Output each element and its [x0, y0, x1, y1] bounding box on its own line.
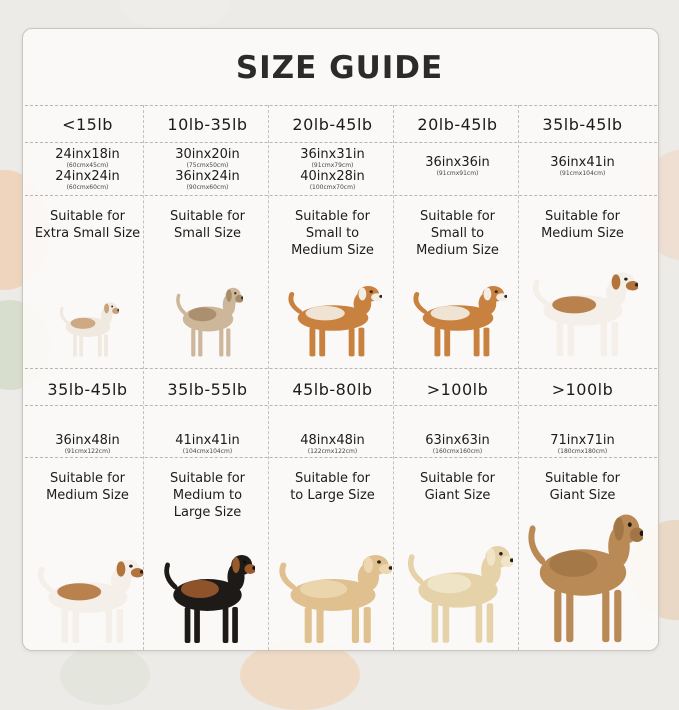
- french-bulldog-dog-image: [173, 280, 243, 358]
- size-inches: 30inx20in: [175, 147, 240, 162]
- size-centimeters: (100cmx70cm): [309, 184, 356, 191]
- suitability-line: Small to: [305, 226, 360, 241]
- dimensions-block: [270, 433, 395, 455]
- page-title: SIZE GUIDE: [235, 50, 444, 86]
- size-centimeters: (60cmx60cm): [66, 184, 109, 191]
- suitability-text: [145, 208, 270, 242]
- size-inches: 24inx24in: [55, 169, 120, 184]
- suitability-line: Small Size: [174, 226, 241, 241]
- weight-range-label: 35lb-55lb: [167, 380, 248, 399]
- weight-range-label: 10lb-35lb: [167, 115, 248, 134]
- dimensions-block: [520, 155, 645, 177]
- weight-range-label: >100lb: [426, 380, 489, 399]
- size-inches: 48inx48in: [300, 433, 365, 448]
- beagle-dog-image: [33, 550, 143, 645]
- suitability-text: [270, 470, 395, 504]
- size-inches: 41inx41in: [175, 433, 240, 448]
- suitability-text: [395, 208, 520, 259]
- background-pumpkin: [120, 0, 230, 30]
- suitability-line: Suitable for: [294, 209, 371, 224]
- golden-retriever-dog: [403, 535, 513, 649]
- corgi-dog: [284, 278, 382, 362]
- beagle-dog-image: [528, 263, 638, 358]
- suitability-text: [520, 470, 645, 504]
- suitability-line: Medium Size: [46, 488, 129, 503]
- size-centimeters: (91cmx79cm): [311, 162, 354, 169]
- suitability-line: Medium Size: [416, 243, 499, 258]
- great-dane-dog: [523, 500, 643, 649]
- size-centimeters: (122cmx122cm): [307, 448, 358, 455]
- size-inches: 24inx18in: [55, 147, 120, 162]
- weight-range-label: 20lb-45lb: [417, 115, 498, 134]
- suitability-line: Extra Small Size: [34, 226, 141, 241]
- suitability-line: Suitable for: [544, 471, 621, 486]
- suitability-text: [145, 470, 270, 521]
- size-centimeters: (60cmx45cm): [66, 162, 109, 169]
- dimensions-block: [520, 433, 645, 455]
- suitability-text: [25, 208, 150, 242]
- beagle-dog: [528, 263, 638, 362]
- corgi-dog-image: [409, 278, 507, 358]
- size-centimeters: (91cmx122cm): [64, 448, 111, 455]
- suitability-text: [25, 470, 150, 504]
- dimensions-block: [25, 147, 150, 191]
- suitability-line: Medium Size: [541, 226, 624, 241]
- suitability-line: Medium Size: [291, 243, 374, 258]
- great-dane-dog-image: [523, 500, 643, 645]
- grid-divider: [25, 105, 657, 106]
- dimensions-block: [145, 147, 270, 191]
- grid-divider: [25, 142, 657, 143]
- size-centimeters: (90cmx60cm): [186, 184, 229, 191]
- weight-range-label: <15lb: [62, 115, 113, 134]
- suitability-line: Suitable for: [49, 209, 126, 224]
- grid-divider: [25, 457, 657, 458]
- suitability-line: Giant Size: [549, 488, 616, 503]
- size-inches: 36inx36in: [425, 155, 490, 170]
- suitability-line: Giant Size: [424, 488, 491, 503]
- suitability-line: Suitable for: [419, 471, 496, 486]
- beagle-dog: [33, 550, 143, 649]
- size-inches: 36inx31in: [300, 147, 365, 162]
- suitability-line: Large Size: [173, 505, 242, 520]
- weight-range-label: 35lb-45lb: [47, 380, 128, 399]
- size-inches: 36inx48in: [55, 433, 120, 448]
- size-inches: 63inx63in: [425, 433, 490, 448]
- suitability-line: Suitable for: [49, 471, 126, 486]
- size-centimeters: (180cmx180cm): [557, 448, 608, 455]
- size-centimeters: (160cmx160cm): [432, 448, 483, 455]
- corgi-dog: [409, 278, 507, 362]
- golden-retriever-dog-image: [403, 535, 513, 645]
- dimensions-block: [145, 433, 270, 455]
- suitability-line: Suitable for: [294, 471, 371, 486]
- suitability-line: Suitable for: [169, 471, 246, 486]
- weight-range-label: 45lb-80lb: [292, 380, 373, 399]
- chihuahua-dog-image: [57, 296, 119, 358]
- size-inches: 36inx24in: [175, 169, 240, 184]
- size-inches: 40inx28in: [300, 169, 365, 184]
- labrador-dog: [274, 545, 392, 649]
- suitability-text: [395, 470, 520, 504]
- grid-divider: [25, 195, 657, 196]
- rottweiler-dog-image: [160, 545, 255, 645]
- suitability-text: [270, 208, 395, 259]
- french-bulldog-dog: [173, 280, 243, 362]
- dimensions-block: [395, 433, 520, 455]
- suitability-line: Suitable for: [169, 209, 246, 224]
- dimensions-block: [25, 433, 150, 455]
- weight-range-label: 20lb-45lb: [292, 115, 373, 134]
- size-centimeters: (91cmx104cm): [559, 170, 606, 177]
- size-centimeters: (104cmx104cm): [182, 448, 233, 455]
- size-centimeters: (75cmx50cm): [186, 162, 229, 169]
- labrador-dog-image: [274, 545, 392, 645]
- suitability-line: Small to: [430, 226, 485, 241]
- suitability-line: to Large Size: [290, 488, 375, 503]
- suitability-line: Suitable for: [544, 209, 621, 224]
- chihuahua-dog: [57, 296, 119, 362]
- background-pumpkin: [60, 645, 150, 705]
- size-centimeters: (91cmx91cm): [436, 170, 479, 177]
- suitability-text: [520, 208, 645, 242]
- suitability-line: Suitable for: [419, 209, 496, 224]
- rottweiler-dog: [160, 545, 255, 649]
- weight-range-label: 35lb-45lb: [542, 115, 623, 134]
- grid-divider: [25, 368, 657, 369]
- suitability-line: Medium to: [172, 488, 243, 503]
- dimensions-block: [395, 155, 520, 177]
- dimensions-block: [270, 147, 395, 191]
- weight-range-label: >100lb: [551, 380, 614, 399]
- corgi-dog-image: [284, 278, 382, 358]
- size-inches: 36inx41in: [550, 155, 615, 170]
- size-inches: 71inx71in: [550, 433, 615, 448]
- grid-divider: [518, 105, 519, 650]
- grid-divider: [25, 405, 657, 406]
